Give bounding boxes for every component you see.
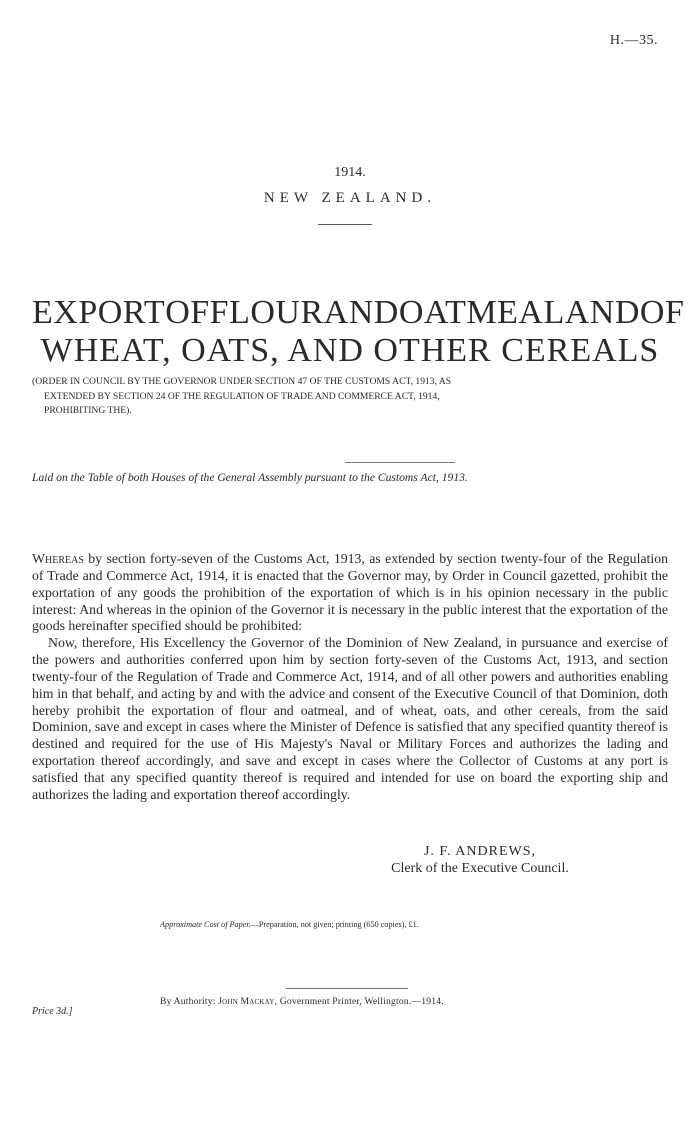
title-word: AND [564, 294, 640, 331]
divider-middle [345, 462, 455, 463]
signature-block [330, 843, 630, 877]
paragraph-whereas [32, 551, 668, 635]
paper-reference: H.—35. [609, 33, 658, 48]
cost-note [160, 920, 660, 929]
paragraph-text: by section forty-seven of the Customs Act, 1913, as extended by section twenty-four of the Regulation of Trade and Commerce Act, 1914, it is enacted that the Governor may, by Order in Council gazetted, prohibit the exportation of any goods the prohibition of the exportation of which is in his opinion necessary in the public interest: And whereas in the opinion of the Governor it is necessary in the public interest that the exportation of the goods hereinafter specified should be prohibited: [32, 551, 668, 634]
whereas-lead: Whereas [32, 551, 84, 566]
subtitle-line: EXTENDED BY SECTION 24 OF THE REGULATION OF TRADE AND COMMERCE ACT, 1914, [44, 390, 440, 402]
subtitle-line: PROHIBITING THE). [44, 405, 132, 416]
title-word: OF [165, 294, 210, 331]
title-word: FLOUR [209, 294, 324, 331]
title-word: OATMEAL [398, 294, 565, 331]
signatory-name: J. F. ANDREWS, [423, 844, 537, 859]
year: 1914. [334, 165, 366, 180]
order-in-council-subtitle [32, 375, 660, 419]
printer-details: Government Printer, Wellington.—1914. [279, 996, 444, 1007]
country-heading: NEW ZEALAND. [263, 190, 437, 206]
cost-text: —Preparation, not given; printing (650 copies), £1. [250, 920, 419, 929]
title-line-1 [32, 294, 685, 332]
authority-prefix: By Authority: [160, 996, 216, 1007]
title-word: OF [639, 294, 685, 331]
title-line-2: WHEAT, OATS, AND OTHER CEREALS [40, 332, 660, 369]
printer-imprint [160, 996, 444, 1007]
divider-top [318, 224, 372, 225]
laid-on-table-note: Laid on the Table of both Houses of the General Assembly pursuant to the Customs Act, 1913. [32, 471, 468, 484]
title-word: EXPORT [32, 294, 166, 331]
order-body [32, 551, 668, 804]
divider-bottom [286, 988, 408, 989]
title-word: AND [323, 294, 399, 331]
printer-name: John Mackay, [218, 996, 278, 1007]
subtitle-line: (ORDER IN COUNCIL BY THE GOVERNOR UNDER SECTION 47 OF THE CUSTOMS ACT, 1913, AS [32, 376, 452, 387]
price: Price 3d.] [32, 1006, 73, 1017]
cost-label: Approximate Cost of Paper. [160, 920, 251, 929]
signatory-title: Clerk of the Executive Council. [391, 861, 569, 876]
paragraph-now-therefore: Now, therefore, His Excellency the Governor of the Dominion of New Zealand, in pursuance and exercise of the powers and authorities conferred upon him by section forty-seven of the Customs Act, 1913, and section twenty-four of the Regulation of Trade and Commerce Act, 1914, and of all other powers and authorities enabling him in that behalf, and acting by and with the advice and consent of the Executive Council of that Dominion, doth hereby prohibit the exportation of flour and oatmeal, and of wheat, oats, and other cereals, from the said Dominion, save and except in cases where the Minister of Defence is satisfied that any specified quantity thereof is destined and required for the use of His Majesty's Naval or Military Forces and authorizes the lading and exportation thereof accordingly, and save and except in cases where the Collector of Customs at any port is satisfied that any specified quantity thereof is required and intended for use on board the exporting ship and authorizes the lading and exportation thereof accordingly. [32, 635, 668, 802]
